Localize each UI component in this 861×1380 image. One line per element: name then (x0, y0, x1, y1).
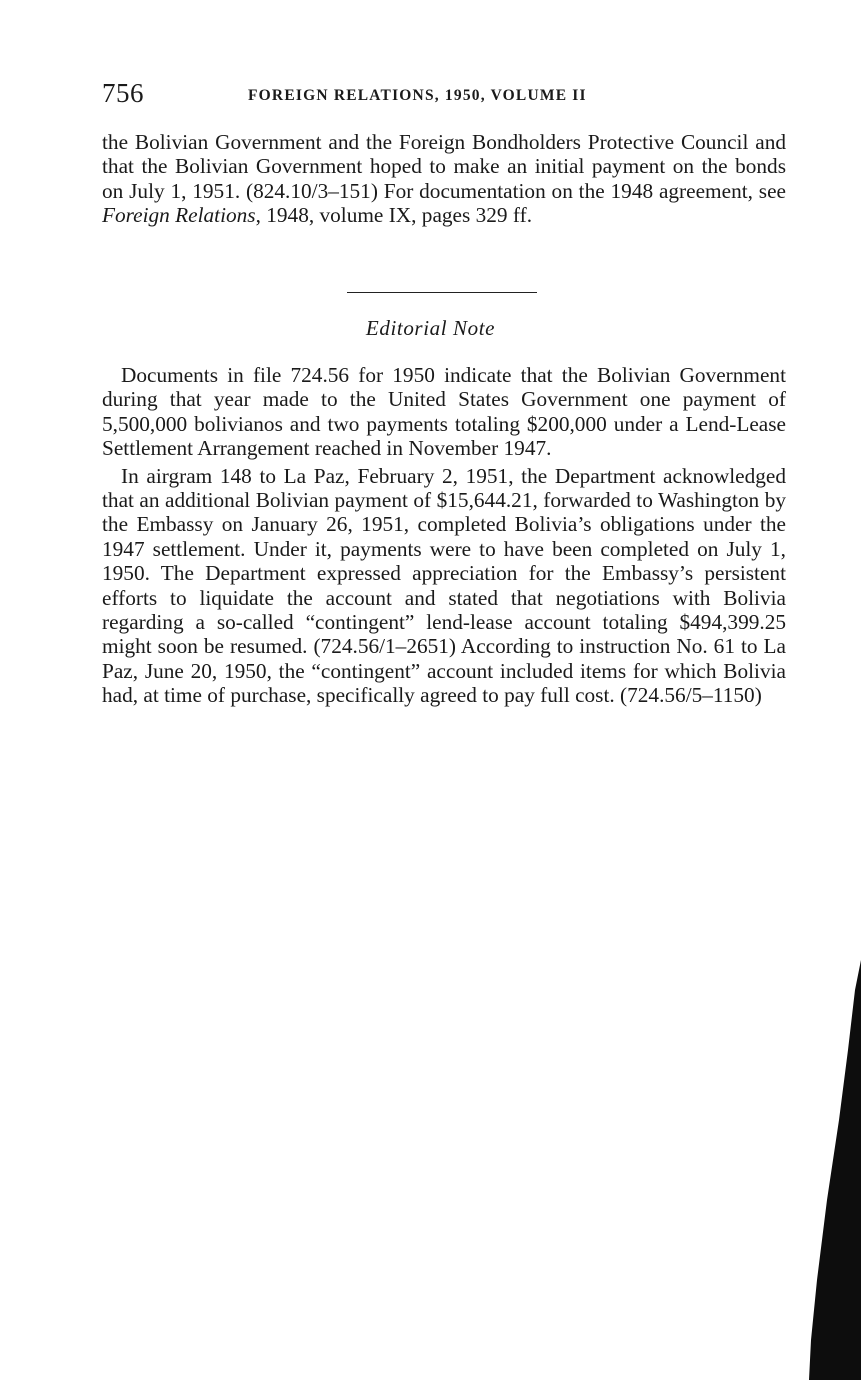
scan-edge-shadow (803, 960, 861, 1380)
editorial-paragraph-2: In airgram 148 to La Paz, February 2, 1951, the Department acknowledged that an additional Bolivian payment of $15,644.21, forwarded to Washington by the Embassy on January 26, 1951, completed Bolivia’s obligations under the 1947 settlement. Under it, payments were to have been completed on July 1, 1950. The Department expressed appreciation for the Embassy’s persistent efforts to liquidate the account and stated that negotiations with Bolivia regarding a so-called “contingent” lend-lease account totaling $494,399.25 might soon be resumed. (724.56/1–2651) According to instruction No. 61 to La Paz, June 20, 1950, the “contingent” account included items for which Bolivia had, at time of purchase, specifically agreed to pay full cost. (724.56/5–1150) (102, 463, 786, 708)
page-number: 756 (102, 78, 144, 108)
continued-paragraph-text (102, 130, 786, 228)
running-head-title: FOREIGN RELATIONS, 1950, VOLUME II (248, 87, 587, 104)
editorial-note-body (102, 363, 786, 708)
continued-paragraph (102, 130, 786, 228)
continued-text-part1: the Bolivian Government and the Foreign Bondholders Protective Council and that the Bolivian Government hoped to make an initial payment on the bonds on July 1, 1951. (824.10/3–151) For documentation on the 1948 agreement, see (102, 130, 786, 203)
section-divider (347, 292, 537, 293)
editorial-note-heading: Editorial Note (365, 316, 496, 340)
publication-title: Foreign Relations (102, 203, 256, 228)
continued-text-part2: , 1948, volume IX, pages 329 ff. (255, 203, 533, 228)
editorial-paragraph-1: Documents in file 724.56 for 1950 indicate that the Bolivian Government during that year made to the United States Government one payment of 5,500,000 bolivianos and two payments totaling $200,000 under a Lend-Lease Settlement Arrangement reached in November 1947. (102, 363, 786, 461)
running-head (102, 78, 786, 108)
